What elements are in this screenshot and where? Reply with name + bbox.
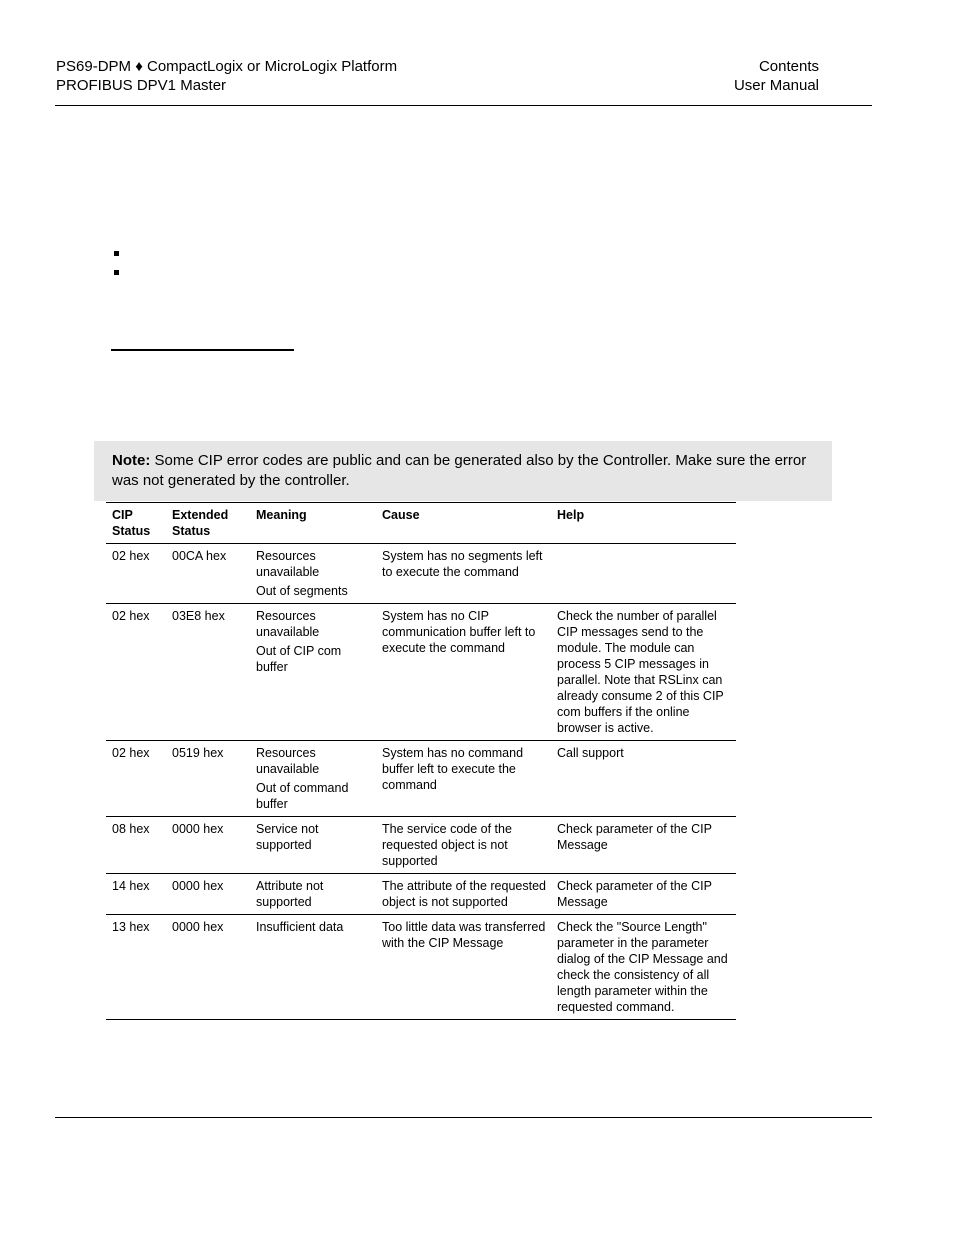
meaning-cell <box>250 604 376 741</box>
cause-cell: Too little data was transferred with the CIP Message <box>382 920 546 950</box>
cip-status-cell: 14 hex <box>112 879 150 893</box>
header-product-title: PS69-DPM ♦ CompactLogix or MicroLogix Platform <box>56 58 398 75</box>
extended-status-cell: 0000 hex <box>172 920 224 934</box>
column-header: Help <box>557 508 585 522</box>
meaning-text: Service not supported <box>256 822 319 852</box>
section-underline <box>111 349 294 351</box>
meaning-text: Insufficient data <box>256 920 344 934</box>
cip-status-cell: 08 hex <box>112 822 150 836</box>
help-cell <box>551 544 736 604</box>
meaning-text: Out of command buffer <box>256 781 349 811</box>
help-cell: Check the number of parallel CIP messages send to the module. The module can process 5 CIP messages in parallel. Note that RSLinx can already consume 2 of this CIP com buffers if the online browser is active. <box>557 609 724 735</box>
table-row <box>106 741 736 817</box>
cip-status-cell: 02 hex <box>112 549 150 563</box>
cip-status-cell: 13 hex <box>112 920 150 934</box>
bullet-marker <box>114 270 119 275</box>
extended-status-cell: 03E8 hex <box>172 609 225 623</box>
cause-cell: System has no segments left to execute the command <box>382 549 543 579</box>
meaning-cell <box>250 915 376 1020</box>
note-label: Note: <box>112 452 151 469</box>
header-section-name: Contents <box>758 58 819 75</box>
footer-rule <box>55 1117 872 1118</box>
table-header-row <box>106 503 736 544</box>
cause-cell: The service code of the requested object is not supported <box>382 822 512 868</box>
extended-status-cell: 0000 hex <box>172 879 224 893</box>
header-document-type: User Manual <box>733 77 819 94</box>
table-row <box>106 874 736 915</box>
meaning-cell <box>250 544 376 604</box>
meaning-text: Resources unavailable <box>256 549 320 579</box>
column-header: Cause <box>382 508 420 522</box>
header-rule <box>55 105 872 106</box>
meaning-text: Resources unavailable <box>256 746 320 776</box>
help-cell: Check parameter of the CIP Message <box>557 822 712 852</box>
meaning-text: Attribute not supported <box>256 879 324 909</box>
table-row <box>106 915 736 1020</box>
cip-status-cell: 02 hex <box>112 609 150 623</box>
table-row <box>106 544 736 604</box>
help-cell: Call support <box>557 746 624 760</box>
cause-cell: The attribute of the requested object is not supported <box>382 879 546 909</box>
cip-status-cell: 02 hex <box>112 746 150 760</box>
cause-cell: System has no CIP communication buffer left to execute the command <box>382 609 536 655</box>
bullet-marker <box>114 251 119 256</box>
help-cell: Check parameter of the CIP Message <box>557 879 712 909</box>
column-header: Meaning <box>256 508 307 522</box>
cause-cell: System has no command buffer left to execute the command <box>382 746 524 792</box>
extended-status-cell: 00CA hex <box>172 549 227 563</box>
meaning-cell <box>250 874 376 915</box>
table-row <box>106 604 736 741</box>
page-header-right <box>734 57 819 95</box>
note-box <box>94 441 832 501</box>
table-row <box>106 817 736 874</box>
page-header-left <box>56 57 397 95</box>
meaning-text: Resources unavailable <box>256 609 320 639</box>
column-header: CIP Status <box>112 508 151 538</box>
extended-status-cell: 0519 hex <box>172 746 224 760</box>
meaning-text: Out of CIP com buffer <box>256 644 342 674</box>
column-header: Extended Status <box>172 508 229 538</box>
note-text: Some CIP error codes are public and can be generated also by the Controller. Make sure the error was not generated by the controller. <box>112 452 807 489</box>
extended-status-cell: 0000 hex <box>172 822 224 836</box>
header-product-subtitle: PROFIBUS DPV1 Master <box>56 77 227 94</box>
help-cell: Check the "Source Length" parameter in the parameter dialog of the CIP Message and check the consistency of all length parameter within the requested command. <box>557 920 728 1014</box>
meaning-cell <box>250 741 376 817</box>
meaning-cell <box>250 817 376 874</box>
meaning-text: Out of segments <box>256 584 348 598</box>
cip-error-table <box>106 502 736 1020</box>
